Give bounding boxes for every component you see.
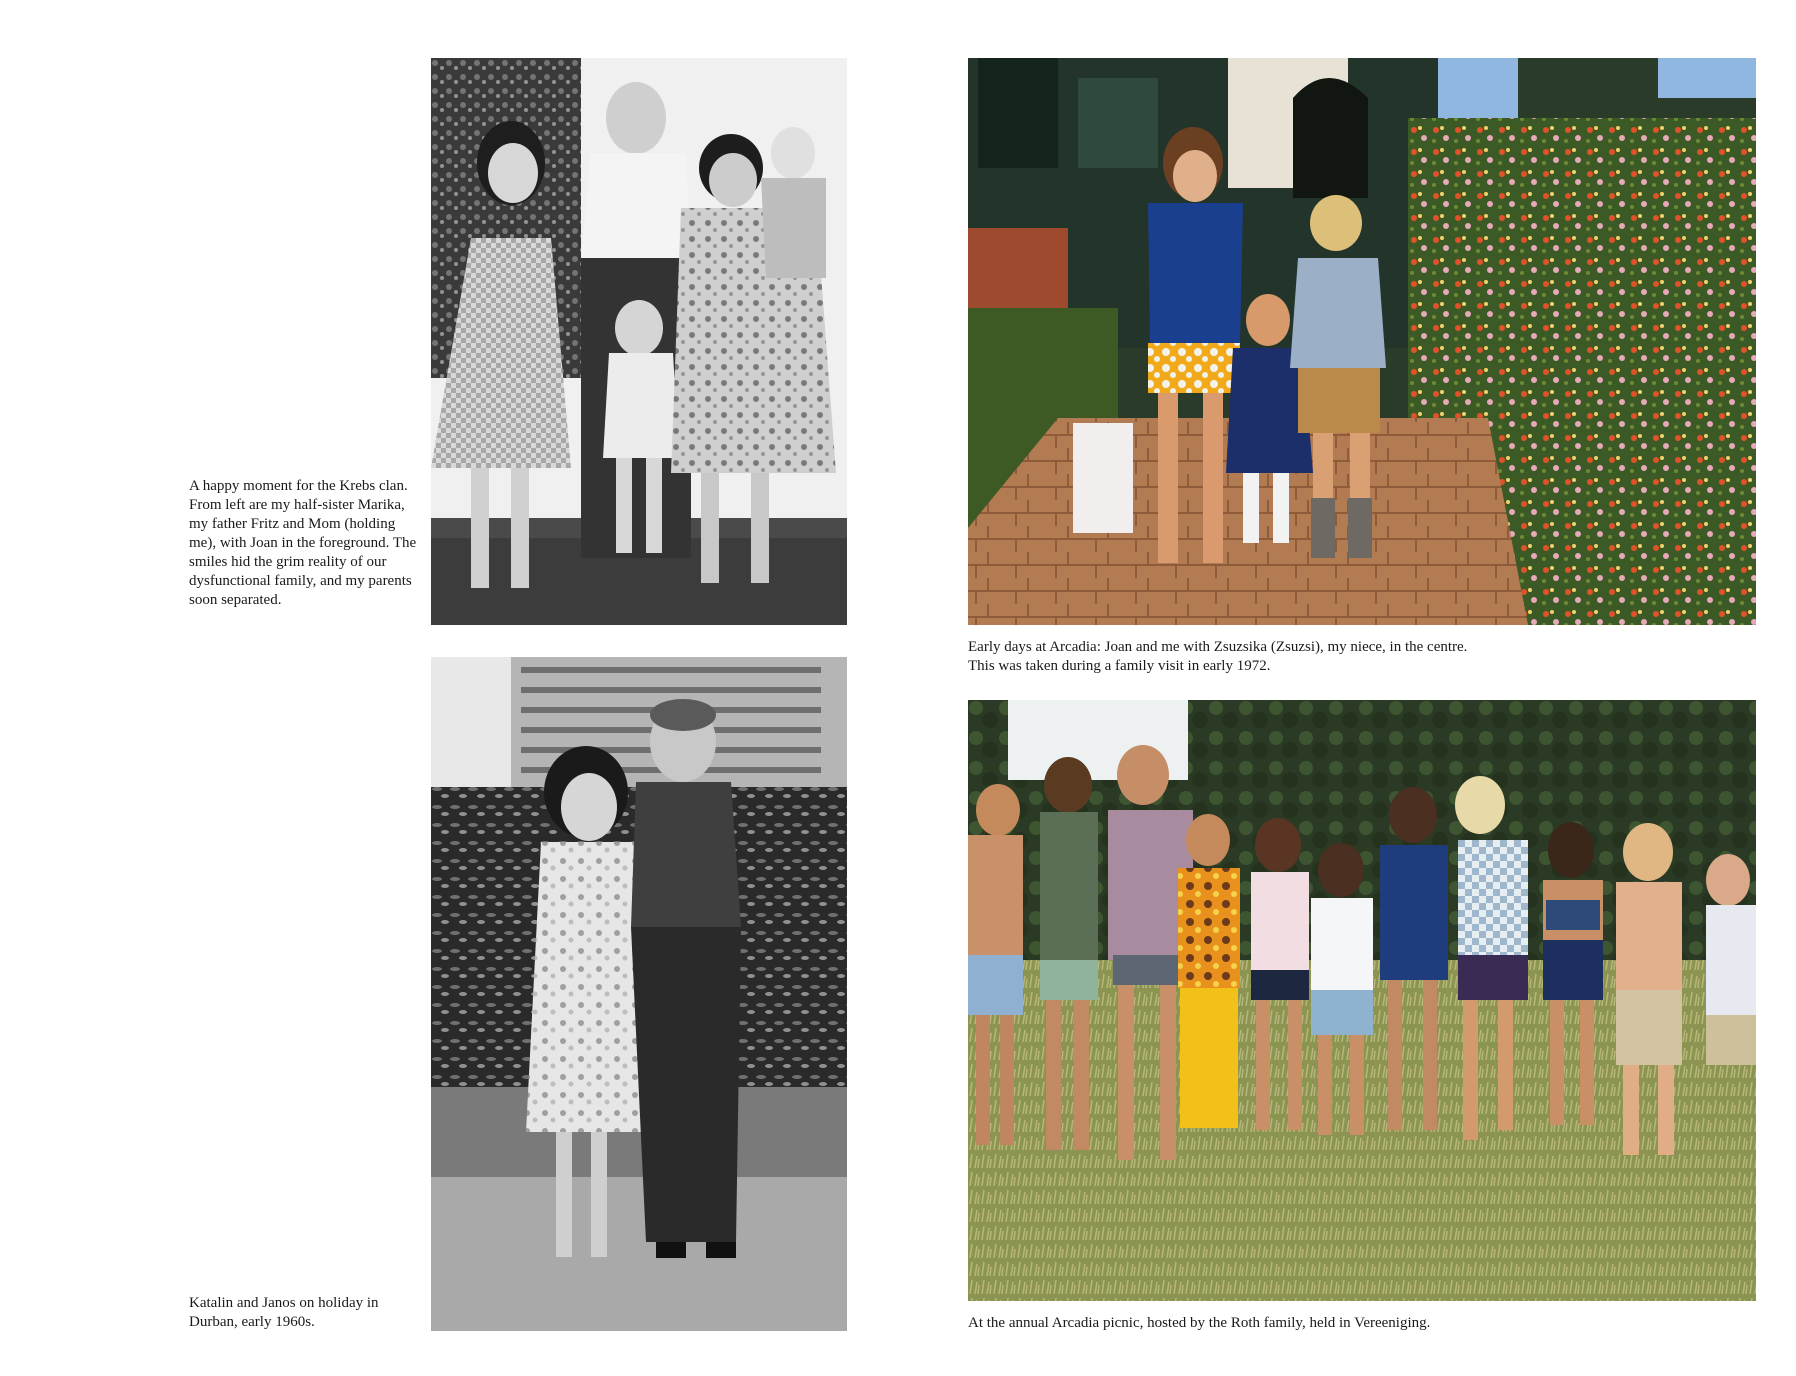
krebs-family-photo <box>431 58 847 625</box>
durban-couple-caption: Katalin and Janos on holiday in Durban, early 1960s. <box>189 1295 379 1330</box>
arcadia-caption-line-2: This was taken during a family visit in early 1972. <box>968 658 1271 674</box>
durban-couple-image <box>431 657 847 1331</box>
arcadia-garden-photo <box>968 58 1756 625</box>
arcadia-caption-line-1: Early days at Arcadia: Joan and me with Zsuzsika (Zsuzsi), my niece, in the centre. <box>968 639 1468 655</box>
durban-couple-photo <box>431 657 847 1331</box>
arcadia-picnic-photo <box>968 700 1756 1301</box>
arcadia-picnic-image <box>968 700 1756 1301</box>
arcadia-garden-caption <box>968 638 1588 676</box>
arcadia-picnic-caption: At the annual Arcadia picnic, hosted by the Roth family, held in Vereeniging. <box>968 1315 1431 1331</box>
krebs-family-image <box>431 58 847 625</box>
arcadia-garden-image <box>968 58 1756 625</box>
krebs-family-caption: A happy moment for the Krebs clan. From left are my half-sister Marika, my father Fritz and Mom (holding me), with Joan in the foreground. The smiles hid the grim reality of our dysfunctional family, and my parents soon separated. <box>189 478 417 608</box>
